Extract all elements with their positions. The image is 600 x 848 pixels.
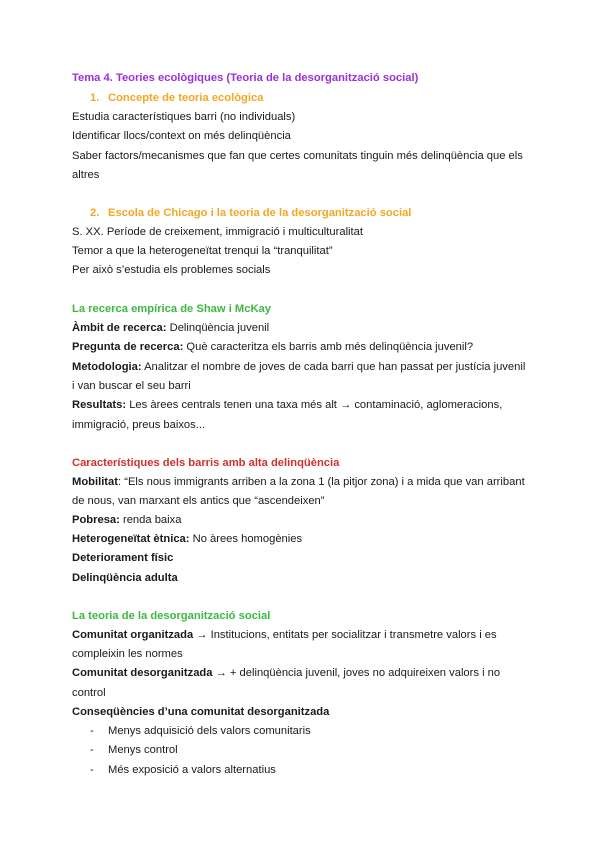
mobilitat-line-2: de nous, van marxant els antics que “ascendeixen” <box>72 495 325 507</box>
section-1-title: Concepte de teoria ecològica <box>108 92 264 104</box>
section-2-line-1: S. XX. Període de creixement, immigració i multiculturalitat <box>72 226 363 238</box>
heterogeneitat-text: No àrees homogènies <box>189 533 303 545</box>
bullet-dash-1: - <box>90 725 94 737</box>
delinquencia-adulta-line <box>72 571 178 585</box>
bullet-item-1: Menys adquisició dels valors comunitaris <box>108 725 311 737</box>
section-2-number: 2. <box>90 207 100 219</box>
section-1-line-1: Estudia característiques barri (no individuals) <box>72 111 296 123</box>
heterogeneitat-label: Heterogeneïtat ètnica: <box>72 533 190 545</box>
consequencies-line <box>72 705 329 719</box>
pregunta-line <box>72 340 473 354</box>
comunitat-organitzada-line-2: compleixin les normes <box>72 648 183 660</box>
ambit-label: Àmbit de recerca: <box>72 322 167 334</box>
section-1-heading <box>90 91 263 105</box>
comunitat-desorganitzada-label: Comunitat desorganitzada <box>72 667 213 679</box>
consequencies-label: Conseqüències d’una comunitat desorganitzada <box>72 706 330 718</box>
section-2-heading <box>90 206 411 220</box>
metodologia-line <box>72 360 525 374</box>
section-2-title: Escola de Chicago i la teoria de la desorganització social <box>108 207 412 219</box>
heterogeneitat-line <box>72 532 302 546</box>
pobresa-label: Pobresa: <box>72 514 120 526</box>
bullet-dash-2: - <box>90 744 94 756</box>
caracteristiques-heading: Característiques dels barris amb alta delinqüència <box>72 457 340 469</box>
ambit-text: Delinqüència juvenil <box>166 322 270 334</box>
section-2-line-3: Per això s’estudia els problemes socials <box>72 264 271 276</box>
resultats-line-2: immigració, preus baixos... <box>72 419 206 431</box>
mobilitat-label: Mobilitat <box>72 476 118 488</box>
section-1-line-2: Identificar llocs/context on més delinqüència <box>72 130 291 142</box>
resultats-line <box>72 398 502 412</box>
deteriorament-line <box>72 551 173 565</box>
section-1-number: 1. <box>90 92 100 104</box>
comunitat-organitzada-line <box>72 628 497 642</box>
comunitat-organitzada-label: Comunitat organitzada <box>72 629 194 641</box>
pregunta-text: Què caracteritza els barris amb més delinqüència juvenil? <box>183 341 474 353</box>
metodologia-label: Metodologia: <box>72 361 142 373</box>
shaw-mckay-heading: La recerca empírica de Shaw i McKay <box>72 303 271 315</box>
ambit-line <box>72 321 269 335</box>
mobilitat-line <box>72 475 525 489</box>
comunitat-organitzada-text: → Institucions, entitats per socialitzar i transmetre valors i es <box>193 629 497 641</box>
resultats-label: Resultats: <box>72 399 127 411</box>
section-2-line-2: Temor a que la heterogeneïtat trenqui la “tranquilitat” <box>72 245 333 257</box>
pregunta-label: Pregunta de recerca: <box>72 341 184 353</box>
metodologia-line-2: i van buscar el seu barri <box>72 380 191 392</box>
bullet-item-2: Menys control <box>108 744 178 756</box>
section-1-line-3: Saber factors/mecanismes que fan que certes comunitats tinguin més delinqüència que els <box>72 150 523 162</box>
resultats-text: Les àrees centrals tenen una taxa més alt → contaminació, aglomeracions, <box>126 399 503 411</box>
comunitat-desorganitzada-line-2: control <box>72 687 106 699</box>
deteriorament-label: Deteriorament físic <box>72 552 174 564</box>
pobresa-text: renda baixa <box>119 514 182 526</box>
metodologia-text: Analitzar el nombre de joves de cada barri que han passat per justícia juvenil <box>141 361 526 373</box>
comunitat-desorganitzada-line <box>72 666 500 680</box>
bullet-dash-3: - <box>90 764 94 776</box>
delinquencia-adulta-label: Delinqüència adulta <box>72 572 178 584</box>
teoria-heading: La teoria de la desorganització social <box>72 610 271 622</box>
bullet-item-3: Més exposició a valors alternatius <box>108 764 276 776</box>
mobilitat-text: : “Els nous immigrants arriben a la zona 1 (la pitjor zona) i a mida que van arribant <box>118 476 525 488</box>
document-title: Tema 4. Teories ecològiques (Teoria de la desorganització social) <box>72 72 419 84</box>
pobresa-line <box>72 513 181 527</box>
section-1-line-4: altres <box>72 169 100 181</box>
comunitat-desorganitzada-text: → + delinqüència juvenil, joves no adquireixen valors i no <box>212 667 501 679</box>
